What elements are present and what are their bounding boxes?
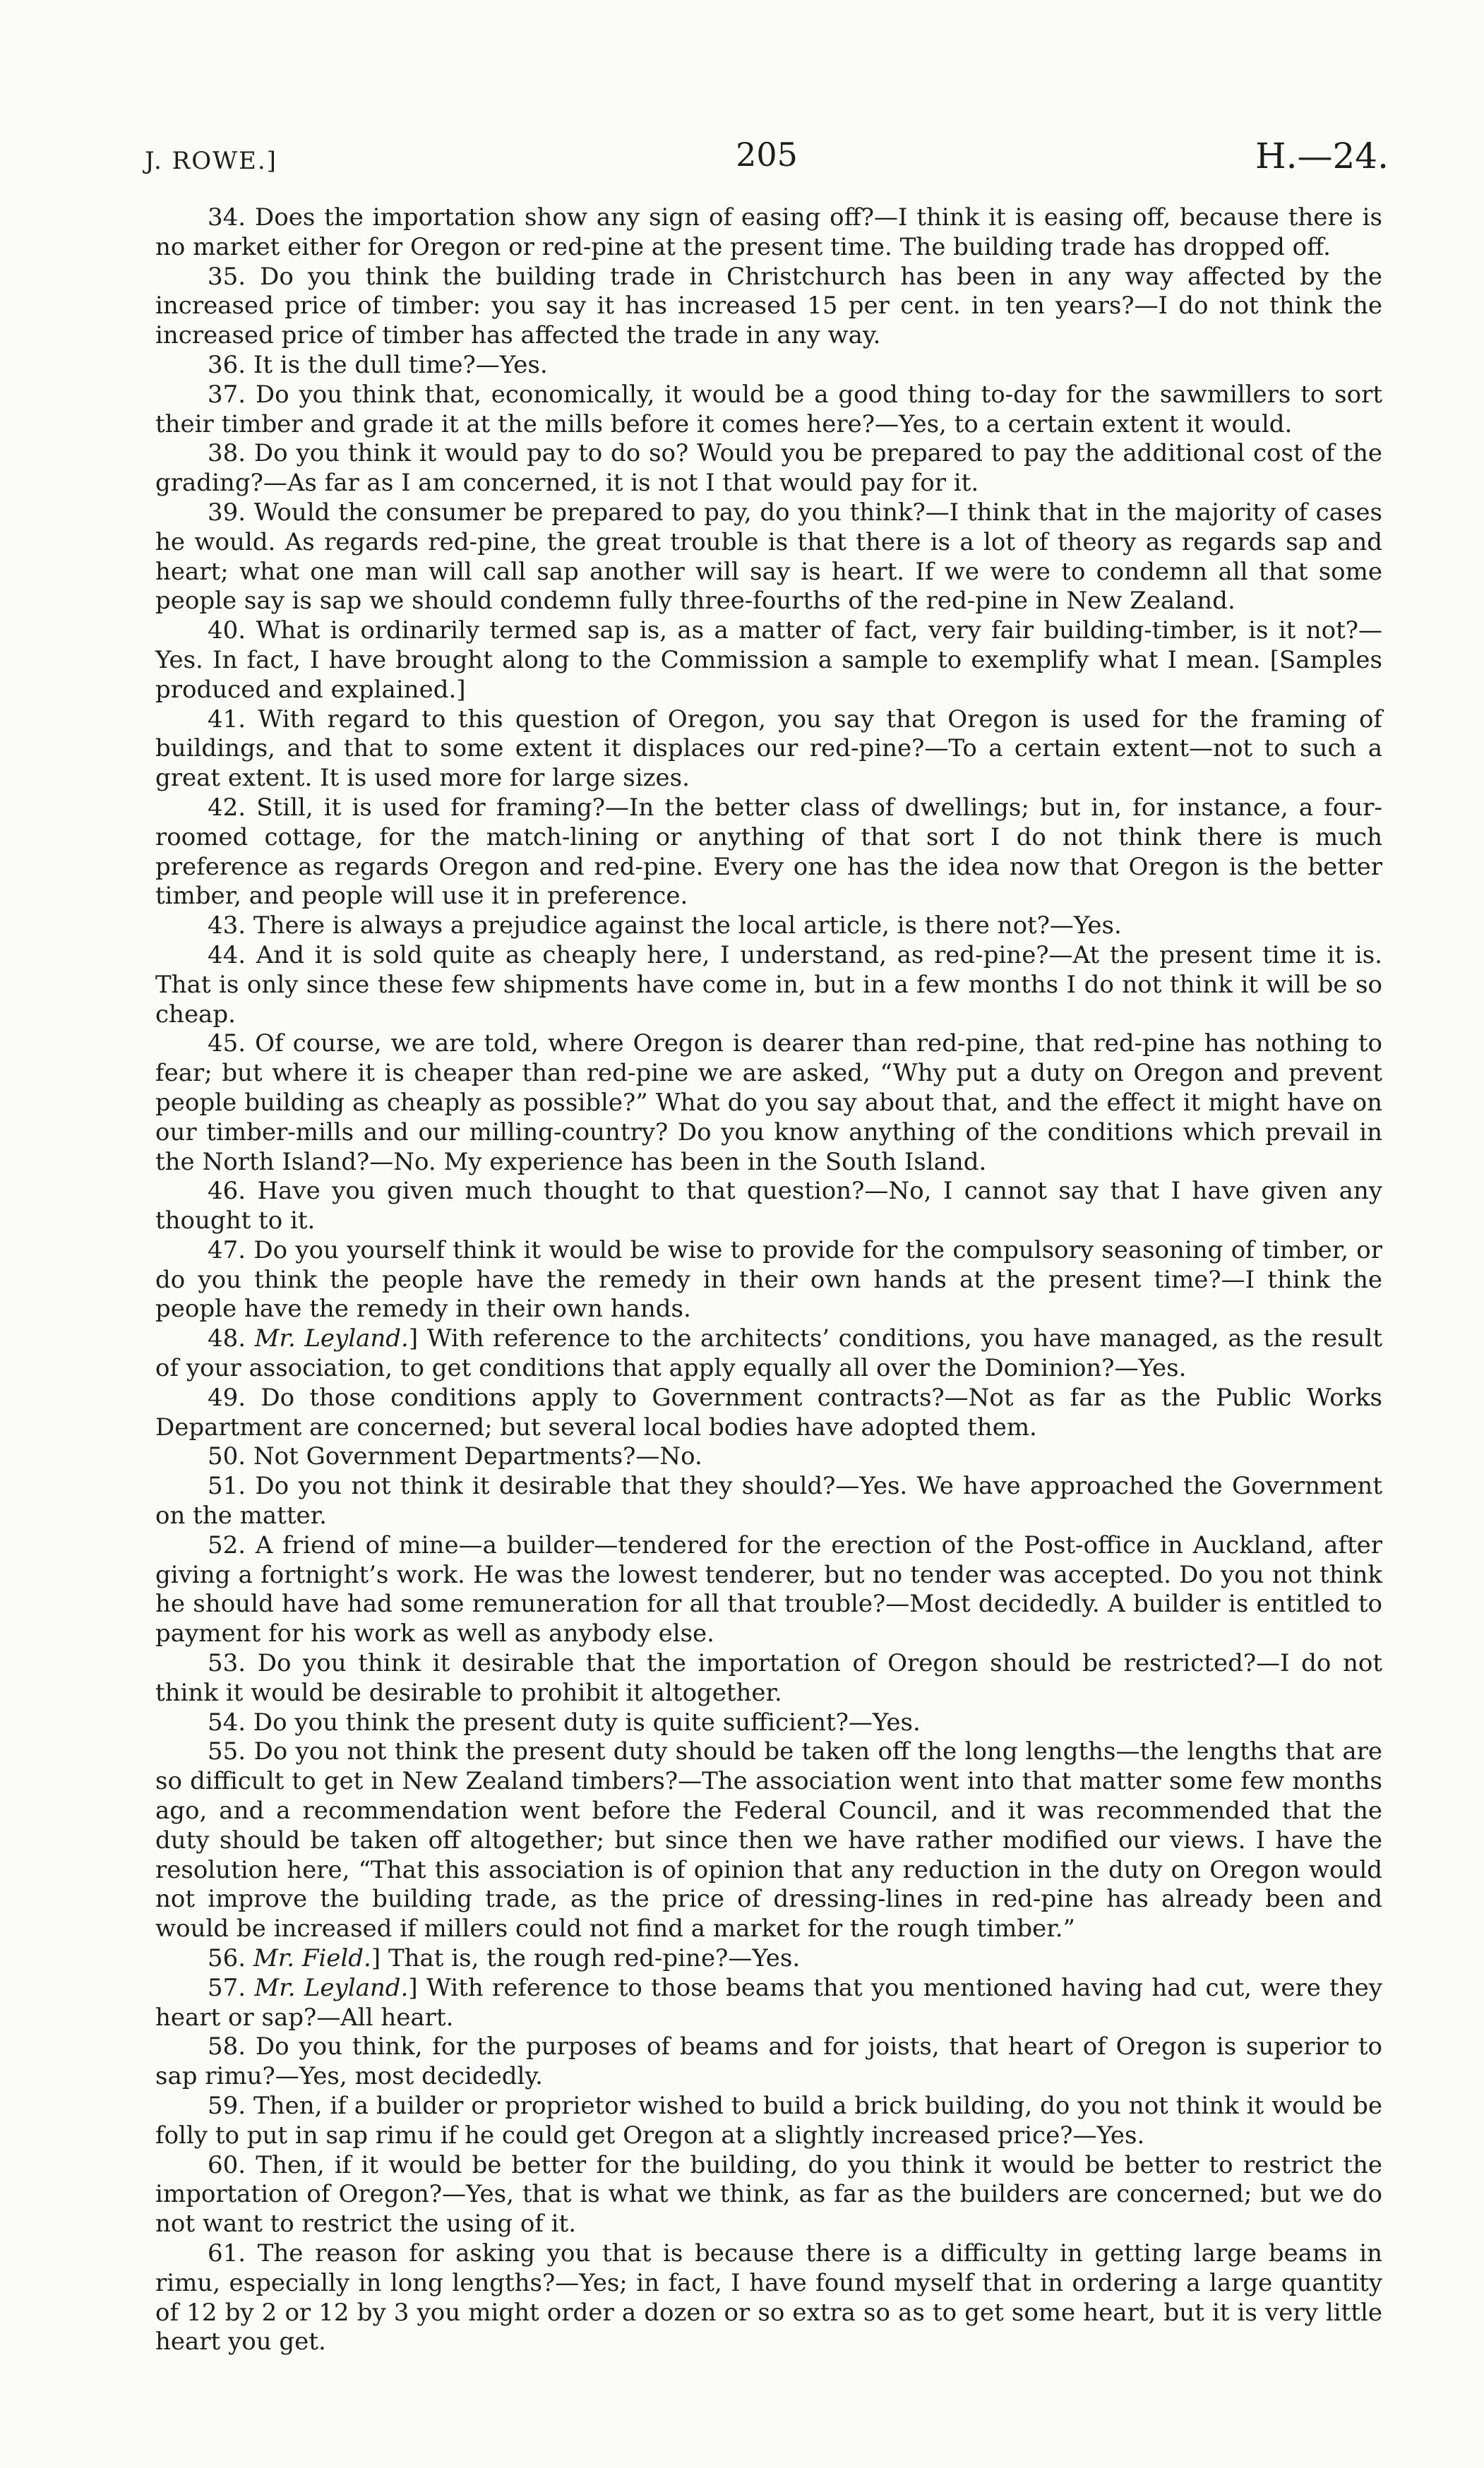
question-number: 59. xyxy=(208,2092,246,2120)
paragraph-text: Not Government Departments?—No. xyxy=(253,1442,702,1471)
question-number: 61. xyxy=(208,2239,246,2268)
paragraph-text: What is ordinarily termed sap is, as a matter of fact, very fair building-timber, is it not?—Yes. In fact, I have brought along to the Commission a sample to exemplify what I mean. [Samples produced and explained.] xyxy=(155,616,1382,704)
paragraph-text: With regard to this question of Oregon, you say that Oregon is used for the framing of buildings, and that to some extent it displaces our red-pine?—To a certain extent—not to such a great extent. It is used more for large sizes. xyxy=(155,705,1382,793)
paragraph-text: Have you given much thought to that question?—No, I cannot say that I have given any thought to it. xyxy=(155,1177,1382,1235)
testimony-paragraph xyxy=(155,2239,1382,2357)
question-number: 58. xyxy=(208,2032,246,2061)
speaker-name: Mr. Leyland. xyxy=(254,1324,409,1353)
paragraph-text: The reason for asking you that is because there is a difficulty in getting large beams in rimu, especially in long lengths?—Yes; in fact, I have found myself that in ordering a large quantity of 12 by 2 or 12 by 3 you might order a dozen or so extra so as to get some heart, but it is very little heart you get. xyxy=(155,2239,1382,2356)
paragraph-text: Then, if it would be better for the building, do you think it would be better to restrict the importation of Oregon?—Yes, that is what we think, as far as the builders are concerned; but we do not want to restrict the using of it. xyxy=(155,2150,1382,2239)
paragraph-text: Do you not think it desirable that they should?—Yes. We have approached the Government on the matter. xyxy=(155,1472,1382,1530)
question-number: 49. xyxy=(208,1383,246,1412)
paragraph-text: Do you think that, economically, it would be a good thing to-day for the sawmillers to sort their timber and grade it at the mills before it comes here?—Yes, to a certain extent it would. xyxy=(155,380,1382,438)
paragraph-text: Do you not think the present duty should be taken off the long lengths—the lengths that are so difficult to get in New Zealand timbers?—The association went into that matter some few months ago, and a recommendation went before the Federal Council, and it was recommended that the duty should be taken off altogether; but since then we have rather modified our views. I have the resolution here, “That this association is of opinion that any reduction in the duty on Oregon would not improve the building trade, as the price of dressing-lines in red-pine has already been and would be increased if millers could not find a market for the rough timber.” xyxy=(155,1737,1383,1943)
question-number: 46. xyxy=(208,1177,246,1206)
question-number: 41. xyxy=(208,705,246,733)
question-number: 42. xyxy=(208,793,246,822)
question-number: 47. xyxy=(208,1235,246,1264)
testimony-paragraph xyxy=(155,1442,1382,1472)
paragraph-text: With reference to those beams that you mentioned having had cut, were they heart or sap?—All heart. xyxy=(155,1973,1383,2032)
question-number: 35. xyxy=(208,262,246,291)
testimony-paragraph xyxy=(155,1737,1382,1944)
paragraph-text: Do you think the building trade in Christchurch has been in any way affected by the increased price of timber: you say it has increased 15 per cent. in ten years?—I do not think the increased price of timber has affected the trade in any way. xyxy=(155,262,1382,350)
testimony-paragraph: 57. Mr. Leyland.] With reference to those beams that you mentioned having had cut, were they heart or sap?—All heart. xyxy=(155,1973,1383,2032)
paragraph-text: Does the importation show any sign of easing off?—I think it is easing off, because there is no market either for Oregon or red-pine at the present time. The building trade has dropped off. xyxy=(155,203,1382,261)
testimony-paragraph xyxy=(155,1531,1382,1649)
testimony-paragraph xyxy=(155,1649,1382,1708)
question-number: 48. xyxy=(208,1324,246,1353)
question-number: 44. xyxy=(208,940,246,969)
question-number: 43. xyxy=(208,911,246,940)
testimony-paragraph xyxy=(155,1708,1382,1738)
testimony-paragraph xyxy=(155,911,1382,941)
testimony-paragraph xyxy=(155,941,1382,1029)
speaker-name: Mr. Field. xyxy=(253,1944,371,1973)
page-header xyxy=(145,134,1389,184)
question-number: 39. xyxy=(208,498,246,527)
question-number: 36. xyxy=(208,350,246,379)
paragraph-text: Do you think it desirable that the importation of Oregon should be restricted?—I do not think it would be desirable to prohibit it altogether. xyxy=(155,1649,1382,1707)
question-number: 54. xyxy=(208,1708,246,1737)
testimony-paragraph xyxy=(155,1384,1382,1443)
testimony-paragraph xyxy=(155,439,1382,498)
paragraph-text: Do you think the present duty is quite sufficient?—Yes. xyxy=(253,1708,921,1737)
testimony-paragraph xyxy=(155,263,1382,351)
testimony-paragraph xyxy=(155,1236,1382,1324)
paragraph-text: It is the dull time?—Yes. xyxy=(253,350,548,379)
paragraph-text: Still, it is used for framing?—In the better class of dwellings; but in, for instance, a four-roomed cottage, for the match-lining or anything of that sort I do not think there is much preference as regards Oregon and red-pine. Every one has the idea now that Oregon is the better timber, and people will use it in preference. xyxy=(155,793,1382,911)
paragraph-text: Do you think it would pay to do so? Would you be prepared to pay the additional cost of the grading?—As far as I am concerned, it is not I that would pay for it. xyxy=(155,439,1382,498)
page-number: 205 xyxy=(736,136,798,174)
testimony-paragraph xyxy=(155,1029,1382,1177)
testimony-paragraph xyxy=(155,705,1382,793)
testimony-paragraph xyxy=(155,1177,1382,1236)
question-number: 56. xyxy=(208,1944,246,1973)
testimony-paragraph xyxy=(155,793,1382,911)
question-number: 37. xyxy=(208,380,246,409)
question-number: 45. xyxy=(208,1029,246,1058)
paragraph-text: That is, the rough red-pine?—Yes. xyxy=(388,1944,801,1973)
paragraph-text: Would the consumer be prepared to pay, do you think?—I think that in the majority of cases he would. As regards red-pine, the great trouble is that there is a lot of theory as regards sap and heart; what one man will call sap another will say is heart. If we were to condemn all that some people say is sap we should condemn fully three-fourths of the red-pine in New Zealand. xyxy=(155,498,1382,616)
testimony-paragraph xyxy=(155,616,1382,705)
paragraph-text: Then, if a builder or proprietor wished to build a brick building, do you not think it would be folly to put in sap rimu if he could get Oregon at a slightly increased price?—Yes. xyxy=(155,2092,1382,2150)
speaker-name: Mr. Leyland. xyxy=(254,1973,409,2002)
question-number: 52. xyxy=(208,1530,246,1559)
paragraph-text: Do you think, for the purposes of beams and for joists, that heart of Oregon is superior to sap rimu?—Yes, most decidedly. xyxy=(155,2032,1383,2091)
testimony-paragraph xyxy=(155,203,1382,263)
paper-reference: H.—24. xyxy=(1255,136,1389,176)
testimony-paragraph xyxy=(155,381,1382,440)
testimony-paragraph xyxy=(155,2151,1382,2239)
question-number: 51. xyxy=(208,1472,246,1501)
paragraph-text: With reference to the architects’ conditions, you have managed, as the result of your association, to get conditions that apply equally all over the Dominion?—Yes. xyxy=(155,1324,1383,1383)
question-number: 38. xyxy=(208,439,246,468)
testimony-paragraph xyxy=(155,1472,1382,1531)
paragraph-text: Do you yourself think it would be wise to provide for the compulsory seasoning of timber, or do you think the people have the remedy in their own hands at the present time?—I think the people have the remedy in their own hands. xyxy=(155,1235,1383,1324)
testimony-paragraph: 56. Mr. Field.] That is, the rough red-pine?—Yes. xyxy=(208,1944,801,1973)
witness-name: J. ROWE.] xyxy=(145,147,277,175)
testimony-paragraph xyxy=(155,2032,1382,2092)
question-number: 60. xyxy=(208,2150,246,2179)
question-number: 55. xyxy=(208,1737,246,1766)
testimony-paragraph: 48. Mr. Leyland.] With reference to the architects’ conditions, you have managed, as the result of your association, to get conditions that apply equally all over the Dominion?—Yes. xyxy=(155,1324,1383,1383)
testimony-body xyxy=(155,203,1382,2357)
testimony-paragraph xyxy=(155,498,1382,616)
paragraph-text: Of course, we are told, where Oregon is dearer than red-pine, that red-pine has nothing to fear; but where it is cheaper than red-pine we are asked, “Why put a duty on Oregon and prevent people building as cheaply as possible?” What do you say about that, and the effect it might have on our timber-mills and our milling-country? Do you know anything of the conditions which prevail in the North Island?—No. My experience has been in the South Island. xyxy=(155,1029,1382,1176)
paragraph-text: There is always a prejudice against the local article, is there not?—Yes. xyxy=(253,911,1122,940)
testimony-paragraph xyxy=(155,351,1382,381)
paragraph-text: Do those conditions apply to Government contracts?—Not as far as the Public Works Department are concerned; but several local bodies have adopted them. xyxy=(155,1383,1383,1442)
question-number: 53. xyxy=(208,1649,246,1678)
question-number: 34. xyxy=(208,203,246,232)
question-number: 40. xyxy=(208,616,246,645)
testimony-paragraph xyxy=(155,2092,1382,2151)
question-number: 50. xyxy=(208,1442,246,1471)
question-number: 57. xyxy=(208,1973,246,2002)
paragraph-text: A friend of mine—a builder—tendered for the erection of the Post-office in Auckland, after giving a fortnight’s work. He was the lowest tenderer, but no tender was accepted. Do you not think he should have had some remuneration for all that trouble?—Most decidedly. A builder is entitled to payment for his work as well as anybody else. xyxy=(155,1530,1383,1648)
paragraph-text: And it is sold quite as cheaply here, I understand, as red-pine?—At the present time it is. That is only since these few shipments have come in, but in a few months I do not think it will be so cheap. xyxy=(155,940,1382,1029)
